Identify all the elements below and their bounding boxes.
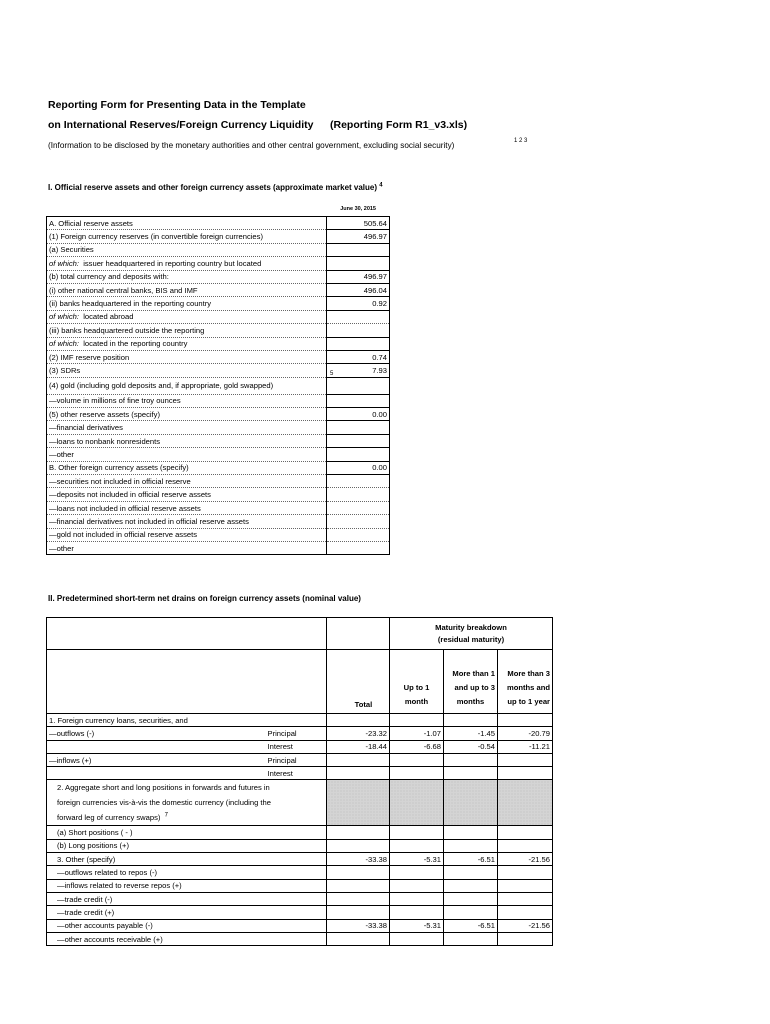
reserve-row-value: 496.97 [327,230,390,243]
reserve-row [47,421,390,434]
reserve-row-value [327,515,390,528]
other-sub-row [47,866,553,879]
other-sub-row-label: —outflows related to repos (-) [47,866,327,879]
outflows-interest-total: -18.44 [327,740,390,753]
reserve-row-value [327,488,390,501]
other-sub-row-value [390,866,444,879]
reserve-row [47,541,390,554]
other-sub-row-value [327,892,390,905]
col-3-12-months-header: More than 3 months and up to 1 year [498,650,553,714]
reserve-row-value [327,448,390,461]
reserve-row-label: (4) gold (including gold deposits and, if appropriate, gold swapped) [47,377,327,394]
reserve-row-label: of which: located abroad [47,310,327,323]
reserve-row-label: —loans not included in official reserve assets [47,501,327,514]
reserve-row-value [327,434,390,447]
outflows-principal-total: -23.32 [327,727,390,740]
other-sub-row-value [390,906,444,919]
other-sub-row-value [498,892,553,905]
form-title-line2: on International Reserves/Foreign Currency Liquidity [48,119,314,131]
reserve-row-value [327,243,390,256]
reserve-row-value [327,541,390,554]
reserve-row [47,337,390,350]
section1-title-text: I. Official reserve assets and other foreign currency assets (approximate market value) [48,183,378,192]
reserve-row-value [327,394,390,407]
reserve-row [47,488,390,501]
reserve-row-label: (b) total currency and deposits with: [47,270,327,283]
col-total-header: Total [327,650,390,714]
reserve-row-value: 0.74 [327,350,390,363]
outflows-interest-1m: -6.68 [390,740,444,753]
other-sub-row-label: —trade credit (+) [47,906,327,919]
reserve-row-label: (i) other national central banks, BIS and IMF [47,283,327,296]
info-note: (Information to be disclosed by the monetary authorities and other central government, excluding social security) [48,141,455,150]
other-sub-row-value [498,906,553,919]
other-label: 3. Other (specify) [47,853,327,866]
maturity-header-text: Maturity breakdown [435,623,507,632]
other-sub-row [47,879,553,892]
reserve-row-value: 505.64 [327,217,390,230]
shaded-cell [444,780,498,826]
reserve-row-value [327,421,390,434]
reserve-row-label: —other [47,541,327,554]
reserve-row-label: (a) Securities [47,243,327,256]
other-1m: -5.31 [390,853,444,866]
other-sub-row-value [390,879,444,892]
reserve-row-label: —financial derivatives [47,421,327,434]
row2-label: 2. Aggregate short and long positions in forwards and futures in foreign currencies vis-à-vis the domestic currency (including the forward leg of currency swaps) $^7$ [47,780,327,826]
reserve-row [47,501,390,514]
header-blank-total [327,618,390,650]
reserve-row-label: of which: located in the reporting country [47,337,327,350]
outflows-principal-1-3m: -1.45 [444,727,498,740]
reserve-row [47,217,390,230]
reserve-row-label: (1) Foreign currency reserves (in convertible foreign currencies) [47,230,327,243]
reserve-row [47,270,390,283]
other-sub-row-value: -6.51 [444,919,498,932]
reserve-row-value [327,501,390,514]
outflows-blank [47,740,266,753]
other-sub-row-value [444,866,498,879]
reserve-row-label: —loans to nonbank nonresidents [47,434,327,447]
reserve-row-value: 496.97 [327,270,390,283]
header-blank [47,618,327,650]
form-title-line1: Reporting Form for Presenting Data in the Template [48,99,306,111]
maturity-sub-text: (residual maturity) [437,635,505,644]
outflows-principal-label: Principal [266,727,327,740]
reserve-row [47,257,390,270]
other-sub-row-value [498,932,553,945]
outflows-interest-3-12m: -11.21 [498,740,553,753]
reserve-row [47,528,390,541]
other-sub-row-value [444,906,498,919]
other-sub-row-value [390,932,444,945]
inflows-blank [47,767,266,780]
reserve-row [47,230,390,243]
reserve-row-label: B. Other foreign currency assets (specify) [47,461,327,474]
reserve-row-value [327,528,390,541]
other-sub-row-value [498,879,553,892]
other-sub-row-value [327,906,390,919]
outflows-principal-3-12m: -20.79 [498,727,553,740]
reserve-row [47,434,390,447]
other-sub-row-value [327,879,390,892]
reserve-row-label: of which: issuer headquartered in reporting country but located [47,257,327,270]
reserve-row-value [327,475,390,488]
other-sub-row-value: -21.56 [498,919,553,932]
other-sub-row-label: —other accounts receivable (+) [47,932,327,945]
other-total: -33.38 [327,853,390,866]
other-sub-row-value [444,892,498,905]
long-positions-label: (b) Long positions (+) [47,839,327,852]
inflows-principal-label: Principal [266,753,327,766]
other-1-3m: -6.51 [444,853,498,866]
reserve-row-label: A. Official reserve assets [47,217,327,230]
reserve-row-value: 7.93 [327,364,390,377]
reserve-row [47,448,390,461]
gold-footnote: 5 [330,371,334,377]
reserve-row-value: 496.04 [327,283,390,296]
other-sub-row-value [390,892,444,905]
section1-footnote: 4 [379,182,383,189]
info-footnote-refs: 1 2 3 [514,138,528,144]
reserve-row [47,350,390,363]
reserve-row-value [327,324,390,337]
short-positions-label: (a) Short positions ( - ) [47,826,327,839]
reserve-row-label: —gold not included in official reserve assets [47,528,327,541]
other-sub-row-value [498,866,553,879]
reserve-row [47,408,390,421]
reserve-row-value [327,310,390,323]
form-file-name: (Reporting Form R1_v3.xls) [330,119,468,131]
other-sub-row-value [444,932,498,945]
other-sub-row-value [327,932,390,945]
reserve-row [47,297,390,310]
other-sub-row-label: —other accounts payable (-) [47,919,327,932]
reserve-row-label: —financial derivatives not included in official reserve assets [47,515,327,528]
col-1-3-months-header: More than 1 and up to 3 months [444,650,498,714]
reserve-row [47,377,390,394]
reserve-row [47,475,390,488]
reserve-row-label: (iii) banks headquartered outside the reporting [47,324,327,337]
other-sub-row-label: —inflows related to reverse repos (+) [47,879,327,892]
other-sub-row-value [327,866,390,879]
reserve-row-value [327,377,390,394]
reserve-row-label: —volume in millions of fine troy ounces [47,394,327,407]
section1-title [48,183,383,192]
official-reserve-assets-table [46,208,390,555]
other-sub-row-value: -33.38 [327,919,390,932]
other-3-12m: -21.56 [498,853,553,866]
shaded-cell [327,780,390,826]
reserve-row-value [327,337,390,350]
reserve-row-label: —securities not included in official reserve [47,475,327,488]
reserve-row-label: —other [47,448,327,461]
header-blank-2 [47,650,327,714]
row1-label: 1. Foreign currency loans, securities, and [47,714,327,727]
other-sub-row-value: -5.31 [390,919,444,932]
net-drains-table [46,617,553,946]
other-sub-row [47,906,553,919]
reserve-row [47,310,390,323]
outflows-interest-label: Interest [266,740,327,753]
reserve-row [47,461,390,474]
reserve-row [47,515,390,528]
reserve-row [47,324,390,337]
maturity-breakdown-header [390,618,553,650]
reserve-row-label: (5) other reserve assets (specify) [47,408,327,421]
outflows-interest-1-3m: -0.54 [444,740,498,753]
reserve-row-value: 0.00 [327,461,390,474]
shaded-cell [390,780,444,826]
other-sub-row-label: —trade credit (-) [47,892,327,905]
reserve-row-label: (ii) banks headquartered in the reporting country [47,297,327,310]
other-sub-row-value [444,879,498,892]
reserve-row-value: 0.92 [327,297,390,310]
shaded-cell [498,780,553,826]
inflows-label: —inflows (+) [47,753,266,766]
date-header [46,208,390,216]
reserve-row-label: (3) SDRs [47,364,327,377]
reserve-row-value: 0.00 [327,408,390,421]
section2-title: II. Predetermined short-term net drains on foreign currency assets (nominal value) [48,594,361,603]
reserve-row [47,364,390,377]
outflows-principal-1m: -1.07 [390,727,444,740]
reserve-row-label: —deposits not included in official reserve assets [47,488,327,501]
reserve-row-value [327,257,390,270]
other-sub-row [47,892,553,905]
outflows-label: —outflows (-) [47,727,266,740]
reserve-row-label: (2) IMF reserve position [47,350,327,363]
date-label: June 30, 2015 [340,206,376,212]
reserve-row [47,283,390,296]
col-1-month-header: Up to 1 month [390,650,444,714]
row2-footnote: 7 [164,812,168,819]
reserve-row [47,243,390,256]
inflows-interest-label: Interest [266,767,327,780]
other-sub-row [47,932,553,945]
other-sub-row [47,919,553,932]
reserve-row [47,394,390,407]
